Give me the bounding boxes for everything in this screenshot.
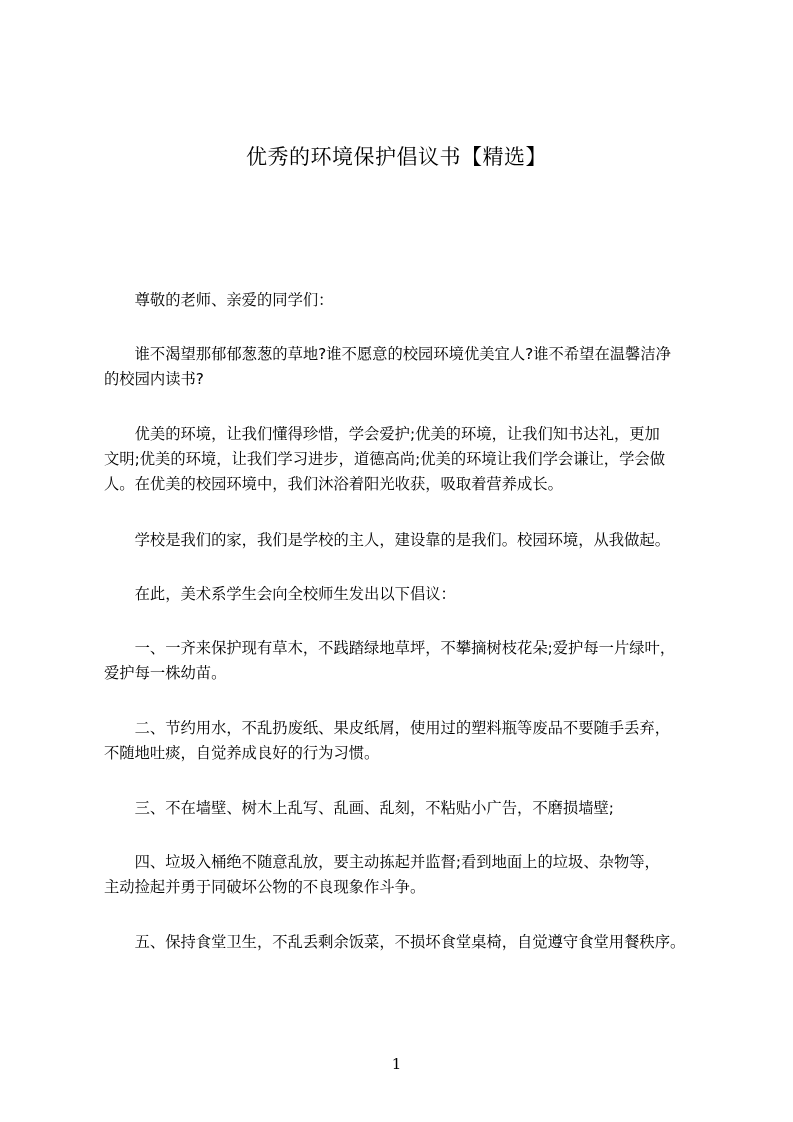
paragraph-line: 不随地吐痰，自觉养成良好的行为习惯。 (104, 744, 380, 762)
paragraph-school-home (104, 528, 702, 553)
paragraph-line: 人。在优美的校园环境中，我们沐浴着阳光收获，吸取着营养成长。 (104, 475, 563, 493)
paragraph-line: 尊敬的老师、亲爱的同学们： (104, 291, 334, 309)
paragraph-item-3 (104, 796, 702, 821)
paragraph-proposal-intro (104, 582, 702, 607)
paragraph-item-4 (104, 850, 702, 900)
paragraph-line: 二、节约用水，不乱扔废纸、果皮纸屑，使用过的塑料瓶等废品不要随手丢弃， (104, 719, 670, 737)
paragraph-line: 学校是我们的家，我们是学校的主人，建设靠的是我们。校园环境，从我做起。 (104, 531, 670, 549)
paragraph-beautiful-environment (104, 422, 702, 497)
paragraph-line: 爱护每一株幼苗。 (104, 664, 227, 682)
paragraph-line: 文明;优美的环境，让我们学习进步，道德高尚;优美的环境让我们学会谦让，学会做 (104, 450, 665, 468)
paragraph-line: 五、保持食堂卫生，不乱丢剩余饭菜，不损坏食堂桌椅，自觉遵守食堂用餐秩序。 (104, 933, 686, 951)
page-number: 1 (391, 1055, 402, 1073)
paragraph-intro-question (104, 342, 702, 392)
paragraph-line: 的校园内读书? (104, 370, 204, 388)
paragraph-line: 三、不在墙壁、树木上乱写、乱画、乱刻，不粘贴小广告，不磨损墙壁; (104, 799, 614, 817)
paragraph-item-5 (104, 930, 702, 955)
document-title: 优秀的环境保护倡议书【精选】 (246, 145, 547, 169)
paragraph-item-1 (104, 636, 702, 686)
paragraph-line: 四、垃圾入桶绝不随意乱放，要主动拣起并监督;看到地面上的垃圾、杂物等， (104, 853, 660, 871)
paragraph-line: 在此，美术系学生会向全校师生发出以下倡议： (104, 585, 456, 603)
paragraph-line: 一、一齐来保护现有草木，不践踏绿地草坪，不攀摘树枝花朵;爱护每一片绿叶， (104, 639, 676, 657)
paragraph-line: 谁不渴望那郁郁葱葱的草地?谁不愿意的校园环境优美宜人?谁不希望在温馨洁净 (104, 345, 671, 363)
paragraph-item-2 (104, 716, 702, 766)
paragraph-line: 优美的环境，让我们懂得珍惜，学会爱护;优美的环境，让我们知书达礼，更加 (104, 425, 660, 443)
paragraph-line: 主动捡起并勇于同破坏公物的不良现象作斗争。 (104, 878, 426, 896)
paragraph-greeting (104, 288, 702, 313)
